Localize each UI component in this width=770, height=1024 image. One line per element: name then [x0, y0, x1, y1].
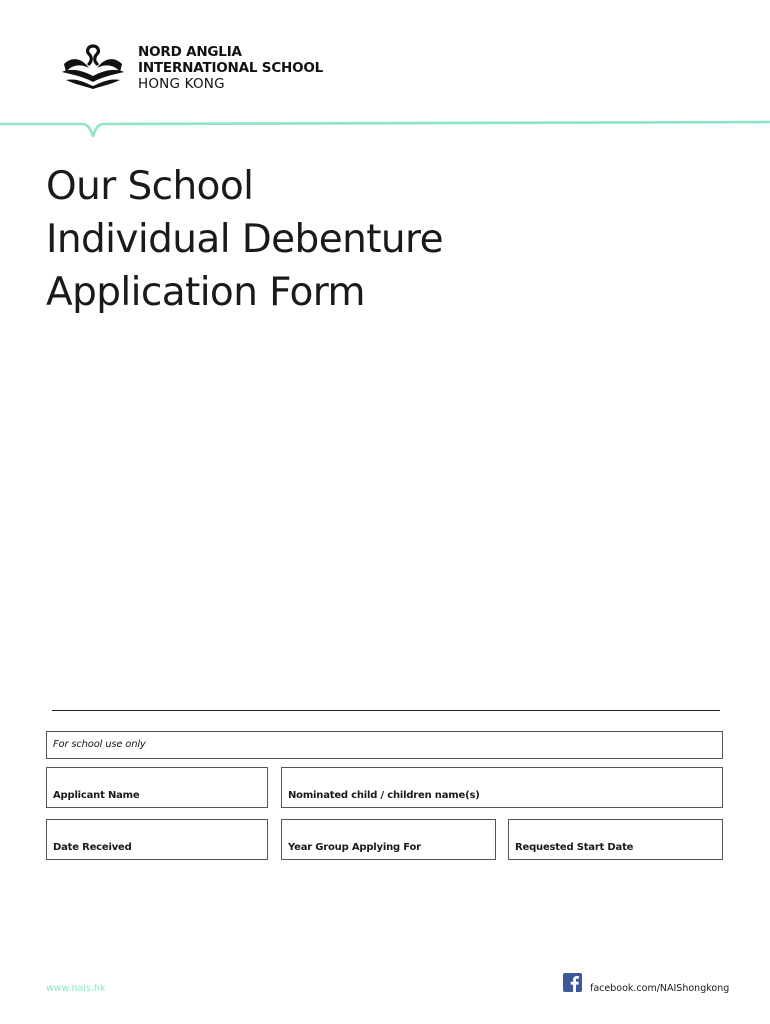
nominated-children-label: Nominated child / children name(s): [288, 790, 480, 801]
year-group-label: Year Group Applying For: [288, 842, 421, 853]
school-use-note: For school use only: [53, 739, 146, 750]
school-use-note-box: [46, 731, 723, 759]
facebook-link[interactable]: facebook.com/NAIShongkong: [590, 983, 730, 994]
header-divider: [0, 112, 770, 152]
nominated-children-field[interactable]: [281, 767, 723, 808]
applicant-name-label: Applicant Name: [53, 790, 140, 801]
title-line-2: Individual Debenture: [46, 217, 444, 262]
swan-crest-icon: [58, 42, 128, 90]
brand-line-1: NORD ANGLIA: [138, 44, 242, 60]
title-line-3: Application Form: [46, 270, 365, 315]
requested-start-date-field[interactable]: [508, 819, 723, 860]
date-received-label: Date Received: [53, 842, 132, 853]
section-divider: [52, 710, 720, 711]
year-group-field[interactable]: [281, 819, 496, 860]
brand-line-2: INTERNATIONAL SCHOOL: [138, 60, 324, 76]
facebook-icon[interactable]: [563, 973, 582, 992]
school-logo: [58, 42, 358, 92]
website-link[interactable]: www.nais.hk: [46, 983, 106, 994]
school-wordmark: [138, 44, 323, 92]
applicant-name-field[interactable]: [46, 767, 268, 808]
brand-line-3: HONG KONG: [138, 76, 225, 92]
page-title: [46, 160, 443, 319]
requested-start-date-label: Requested Start Date: [515, 842, 634, 853]
title-line-1: Our School: [46, 164, 254, 209]
date-received-field[interactable]: [46, 819, 268, 860]
